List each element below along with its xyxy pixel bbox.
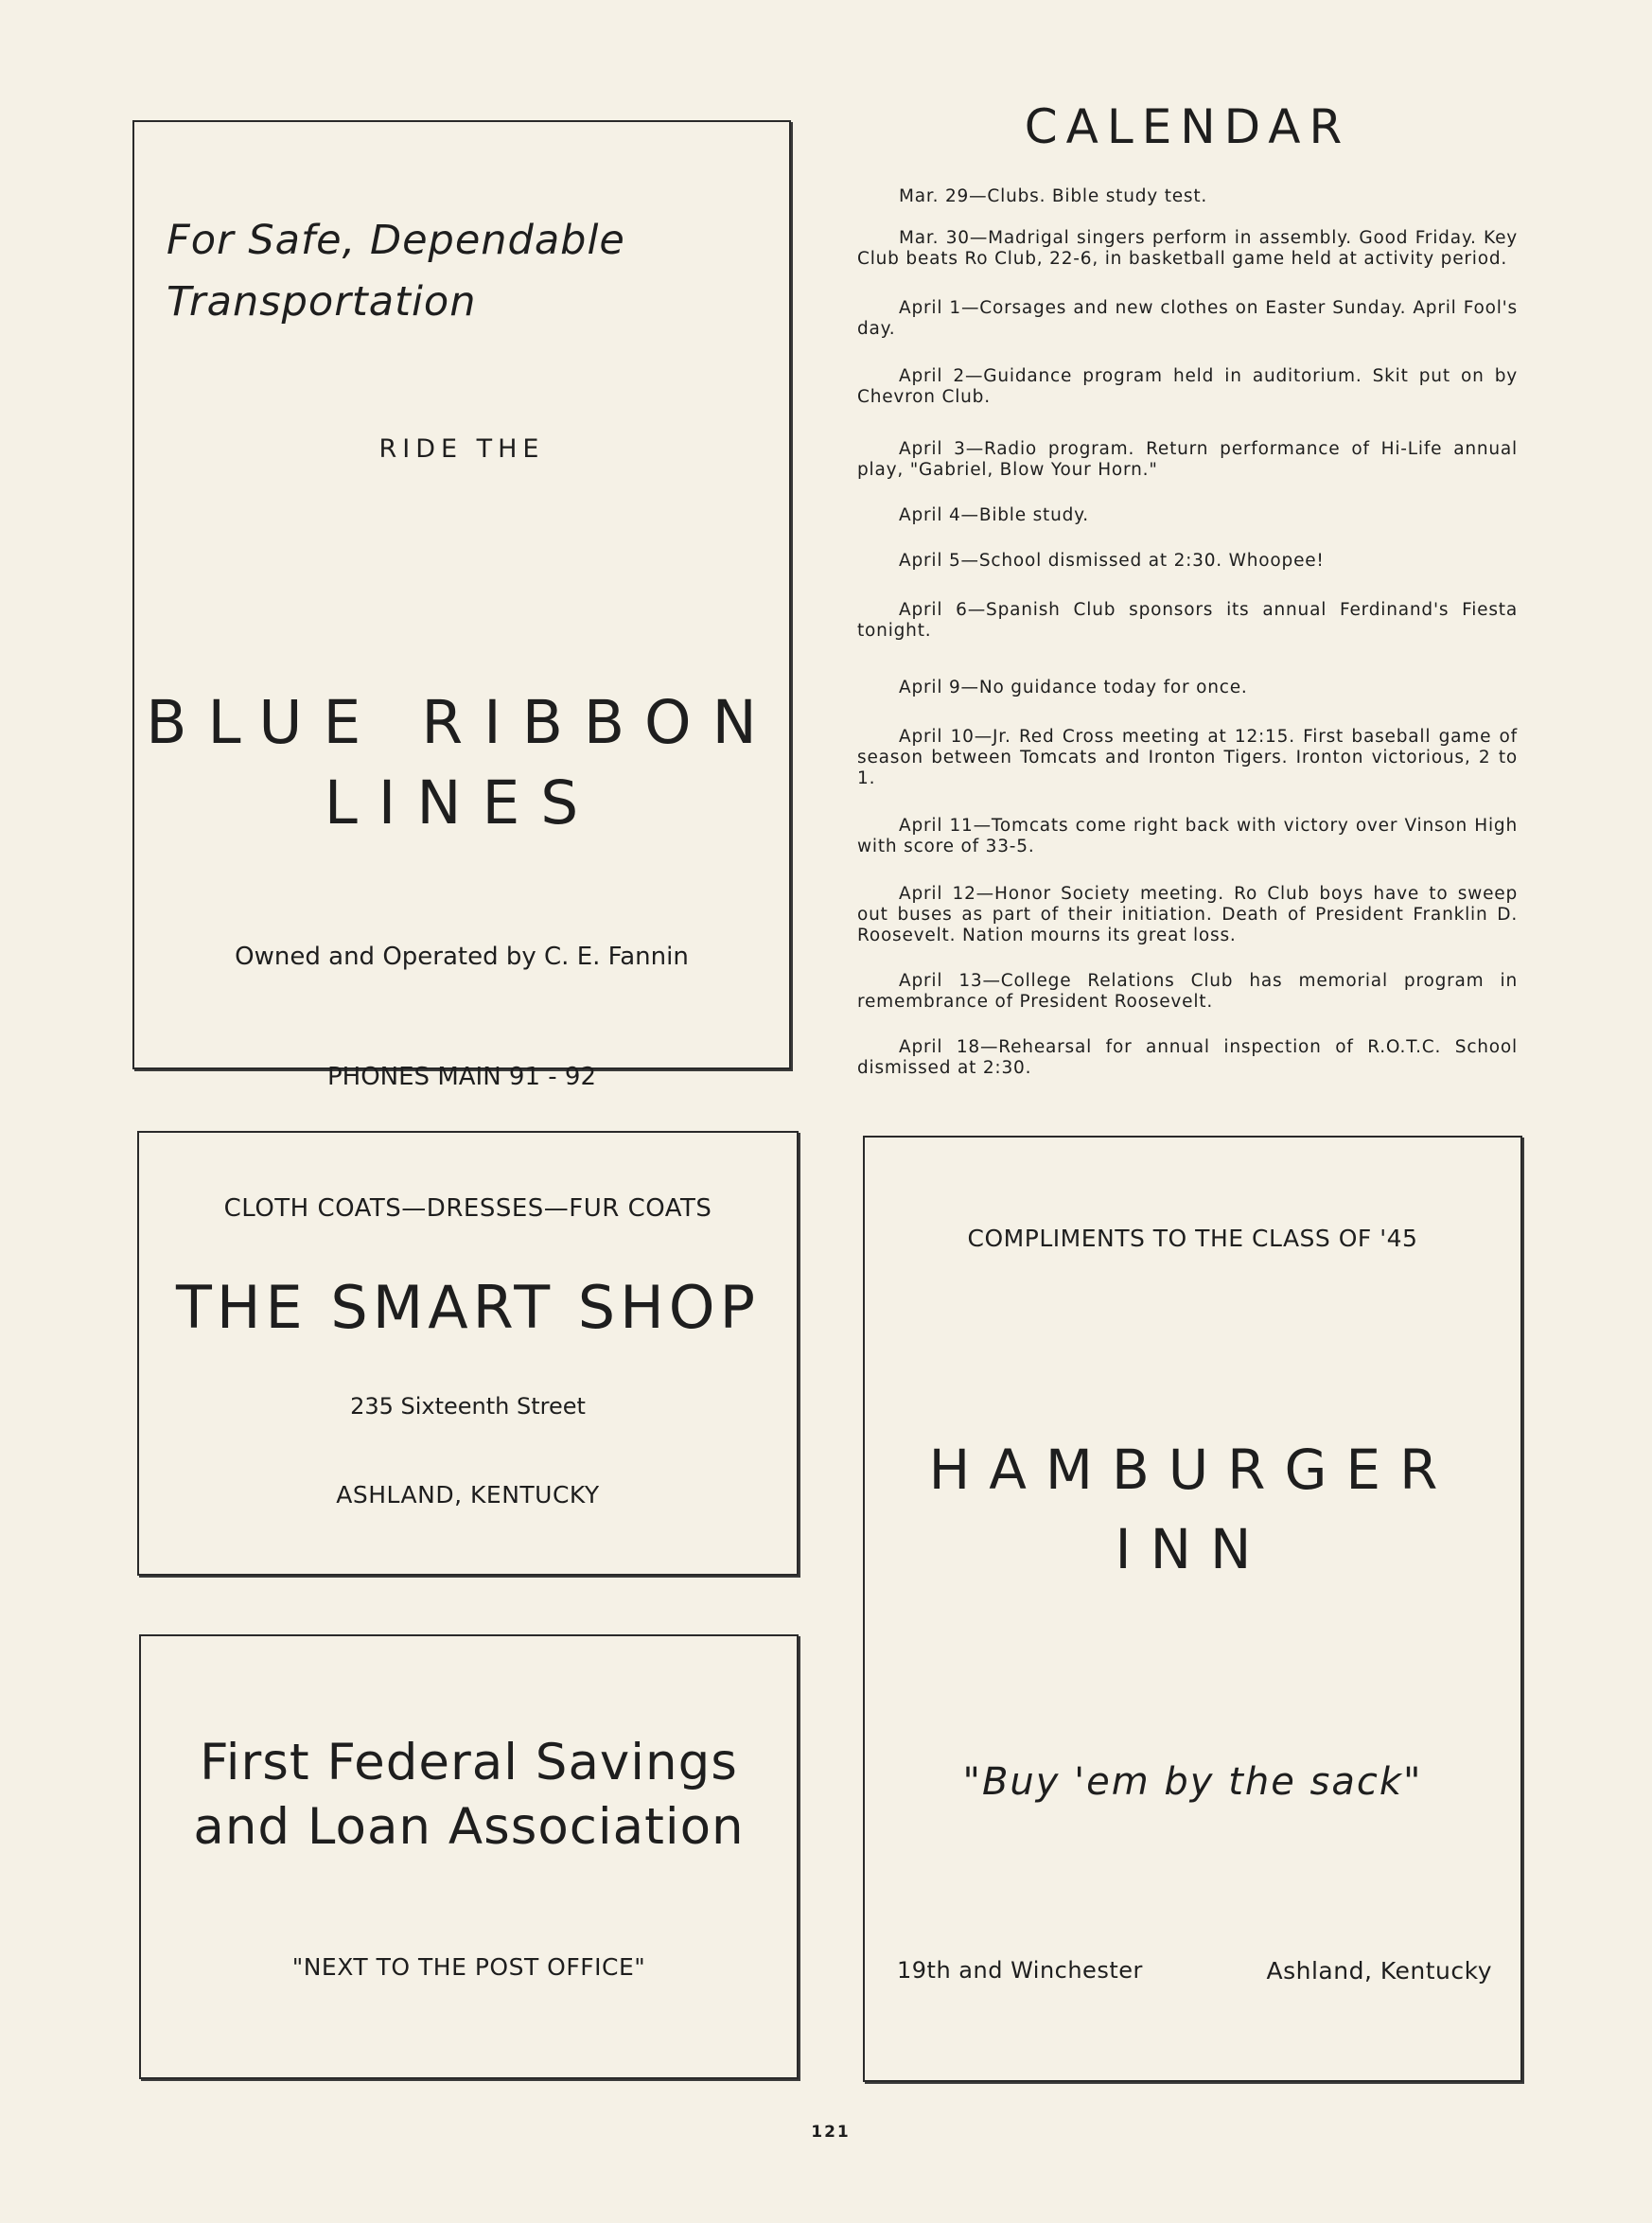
- compliments-text: COMPLIMENTS TO THE CLASS OF '45: [967, 1225, 1418, 1252]
- calendar-entry: April 12—Honor Society meeting. Ro Club boys have to sweep out buses as part of their initiation. Death of President Franklin D. Roosevelt. Nation mourns its great loss.: [857, 884, 1518, 945]
- calendar-title: CALENDAR: [1024, 99, 1351, 154]
- calendar-entry: Mar. 29—Clubs. Bible study test.: [899, 186, 1208, 206]
- calendar-entry: Mar. 30—Madrigal singers perform in assembly. Good Friday. Key Club beats Ro Club, 22-6, in basketball game held at activity period.: [857, 228, 1518, 269]
- calendar-entry: April 5—School dismissed at 2:30. Whoopee!: [899, 551, 1325, 571]
- first-federal-name: [141, 1731, 797, 1860]
- hamburger-inn-name-line-2: INN: [1115, 1517, 1271, 1581]
- blue-ribbon-ad: [132, 120, 791, 1091]
- hamburger-inn-address: 19th and Winchester: [897, 1957, 1143, 1984]
- blue-ribbon-name-line-2: LINES: [324, 768, 600, 838]
- headline-line-2: Transportation: [167, 277, 477, 326]
- phones-text: PHONES MAIN 91 - 92: [326, 1063, 597, 1091]
- smart-shop-city: ASHLAND, KENTUCKY: [336, 1481, 600, 1508]
- owner-text: Owned and Operated by C. E. Fannin: [235, 943, 689, 971]
- ride-the-text: RIDE THE: [378, 434, 545, 464]
- calendar-entry: April 11—Tomcats come right back with victory over Vinson High with score of 33-5.: [857, 816, 1518, 856]
- headline-line-1: For Safe, Dependable: [167, 217, 625, 264]
- smart-shop-tagline: CLOTH COATS—DRESSES—FUR COATS: [223, 1194, 712, 1223]
- first-federal-tagline: "NEXT TO THE POST OFFICE": [291, 1953, 646, 1981]
- first-federal-name-line-1: First Federal Savings: [200, 1734, 738, 1791]
- calendar-entry: April 3—Radio program. Return performance of Hi-Life annual play, "Gabriel, Blow Your Horn.": [857, 439, 1518, 480]
- blue-ribbon-name-line-1: BLUE RIBBON: [146, 688, 778, 757]
- smart-shop-street: 235 Sixteenth Street: [350, 1393, 586, 1420]
- calendar-section: [857, 99, 1518, 1079]
- blue-ribbon-headline: [167, 210, 625, 332]
- smart-shop-name: THE SMART SHOP: [176, 1273, 760, 1342]
- first-federal-name-line-2: and Loan Association: [193, 1798, 745, 1856]
- calendar-entry: April 18—Rehearsal for annual inspection of R.O.T.C. School dismissed at 2:30.: [857, 1037, 1518, 1078]
- hamburger-inn-city: Ashland, Kentucky: [1266, 1957, 1492, 1985]
- calendar-entry: April 1—Corsages and new clothes on Easter Sunday. April Fool's day.: [857, 298, 1518, 339]
- calendar-entry: April 6—Spanish Club sponsors its annual Ferdinand's Fiesta tonight.: [857, 600, 1518, 641]
- calendar-entry: April 9—No guidance today for once.: [899, 678, 1248, 697]
- hamburger-inn-ad: [863, 1136, 1522, 2082]
- calendar-entry: April 10—Jr. Red Cross meeting at 12:15. First baseball game of season between Tomcats and Ironton Tigers. Ironton victorious, 2 to 1.: [857, 727, 1518, 788]
- calendar-entry: April 2—Guidance program held in auditorium. Skit put on by Chevron Club.: [857, 366, 1518, 407]
- calendar-entry: April 13—College Relations Club has memorial program in remembrance of President Roosevelt.: [857, 971, 1518, 1012]
- first-federal-ad: [139, 1634, 799, 2079]
- page-number: 121: [811, 2123, 851, 2142]
- hamburger-inn-name-line-1: HAMBURGER: [928, 1438, 1457, 1502]
- hamburger-inn-slogan: "Buy 'em by the sack": [962, 1760, 1423, 1804]
- smart-shop-ad: [137, 1131, 799, 1576]
- calendar-entry: April 4—Bible study.: [899, 505, 1089, 525]
